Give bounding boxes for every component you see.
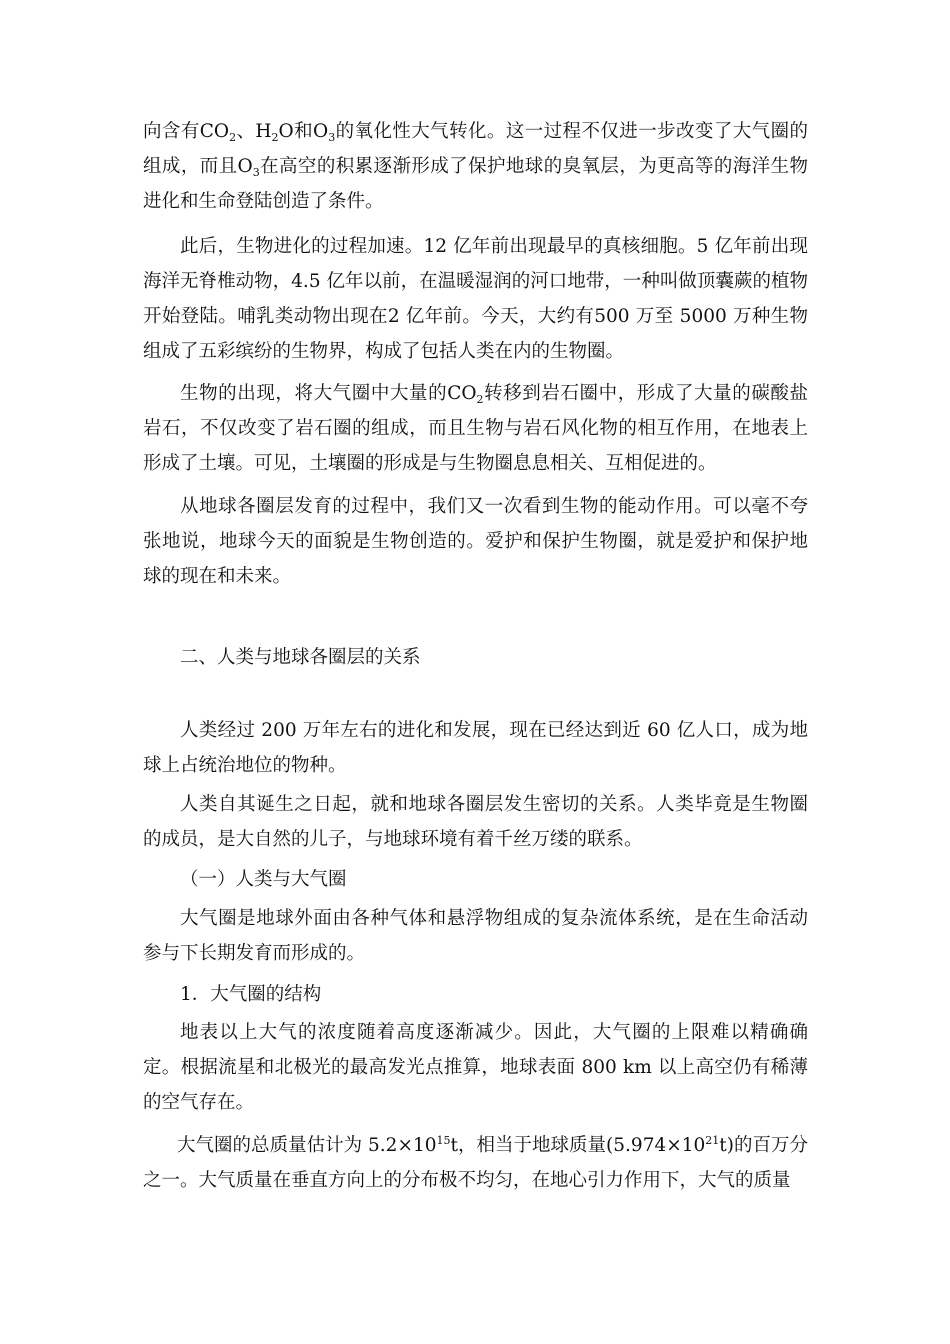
text-run: 的氧化性大气转化。这一过程不仅进一步改变了大气圈的组成，而且O bbox=[143, 121, 808, 177]
text-run: 大气圈的总质量估计为 5.2×10 bbox=[177, 1135, 437, 1156]
paragraph-soil-formation bbox=[143, 376, 808, 481]
text-run: t，相当于地球质量(5.974×10 bbox=[450, 1135, 706, 1156]
text-run: 、H bbox=[236, 121, 272, 142]
text-run: 在高空的积累逐渐形成了保护地球的臭氧层，为更高等的海洋生物进化和生命登陆创造了条件。 bbox=[143, 156, 808, 212]
superscript: 21 bbox=[705, 1134, 720, 1147]
text-run: t)的百万分之一。大气质量在垂直方向上的分布极不均匀，在地心引力作用下，大气的质量 bbox=[143, 1135, 808, 1191]
paragraph-human-population: 人类经过 200 万年左右的进化和发展，现在已经达到近 60 亿人口，成为地球上占统治地位的物种。 bbox=[143, 720, 808, 776]
paragraph-atmosphere-definition: 大气圈是地球外面由各种气体和悬浮物组成的复杂流体系统，是在生命活动参与下长期发育而形成的。 bbox=[143, 908, 808, 964]
text-run: O和O bbox=[278, 121, 329, 142]
subscript: 2 bbox=[271, 131, 279, 144]
text-run: 转移到岩石圈中，形成了大量的碳酸盐岩石，不仅改变了岩石圈的组成，而且生物与岩石风化物的相互作用，在地表上形成了土壤。可见，土壤圈的形成是与生物圈息息相关、互相促进的。 bbox=[143, 383, 808, 474]
paragraph-atmosphere-limit: 地表以上大气的浓度随着高度逐渐减少。因此，大气圈的上限难以精确确定。根据流星和北极光的最高发光点推算，地球表面 800 km 以上高空仍有稀薄的空气存在。 bbox=[143, 1022, 808, 1113]
paragraph-biosphere-role: 从地球各圈层发育的过程中，我们又一次看到生物的能动作用。可以毫不夸张地说，地球今天的面貌是生物创造的。爱护和保护生物圈，就是爱护和保护地球的现在和未来。 bbox=[143, 496, 808, 587]
subscript: 2 bbox=[476, 393, 484, 406]
paragraph-oxidizing-atmosphere bbox=[143, 114, 808, 219]
sub-heading: 1．大气圈的结构 bbox=[180, 984, 322, 1005]
section-title: 二、人类与地球各圈层的关系 bbox=[180, 647, 421, 668]
text-run: 生物的出现，将大气圈中大量的CO bbox=[180, 383, 477, 404]
paragraph-atmosphere-mass bbox=[143, 1128, 808, 1198]
text-run: 向含有CO bbox=[143, 121, 230, 142]
subscript: 3 bbox=[252, 166, 260, 179]
paragraph-human-relations: 人类自其诞生之日起，就和地球各圈层发生密切的关系。人类毕竟是生物圈的成员，是大自然的儿子，与地球环境有着千丝万缕的联系。 bbox=[143, 794, 808, 850]
superscript: 15 bbox=[436, 1134, 451, 1147]
paragraph-evolution: 此后，生物进化的过程加速。12 亿年前出现最早的真核细胞。5 亿年前出现海洋无脊椎动物，4.5 亿年以前，在温暖湿润的河口地带，一种叫做顶囊蕨的植物开始登陆。哺乳类动物出现在2 亿年前。今天，大约有500 万至 5000 万种生物组成了五彩缤纷的生物界，构成了包括人类在内的生物圈。 bbox=[143, 236, 808, 362]
subsection-title: （一）人类与大气圈 bbox=[180, 869, 347, 890]
subscript: 2 bbox=[229, 131, 237, 144]
subscript: 3 bbox=[328, 131, 336, 144]
